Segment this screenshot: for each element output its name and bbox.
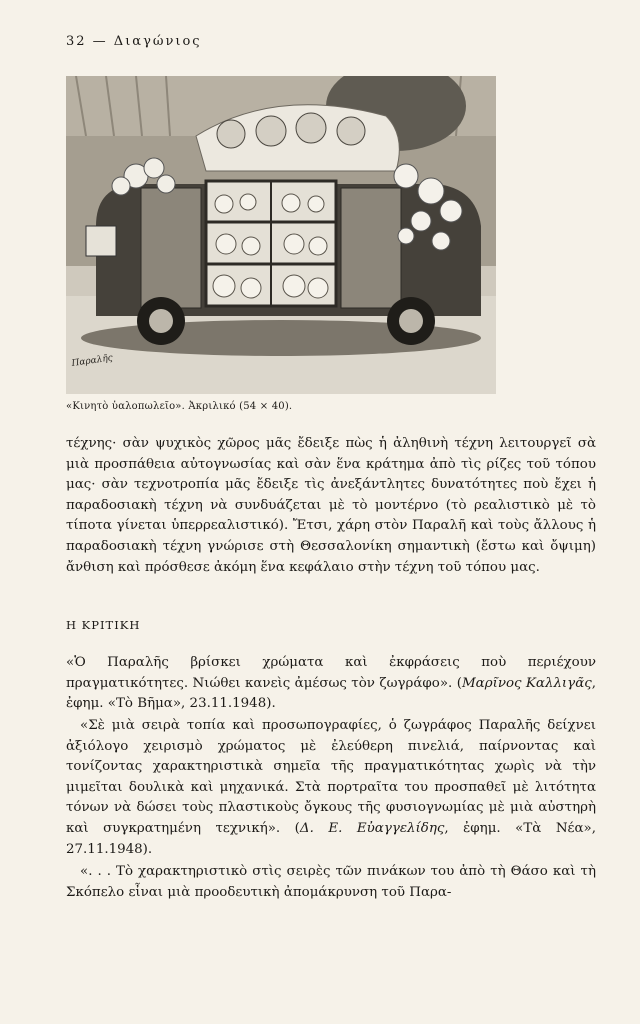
painting-image	[66, 76, 496, 394]
quote-author: Μαρῖνος Καλλιγᾶς	[461, 675, 592, 691]
quote-text: «Σὲ μιὰ σειρὰ τοπία καὶ προσωπογραφίες, ὁ ζωγράφος Παραλῆς δείχνει ἀξιόλογο χειρισμὸ χρώματος μὲ ἐλεύθερη πινελιά, παίρνοντας καὶ τονίζοντας χαρακτηριστικὰ σημεῖα τῆς πραγματικότητας χωρὶς νὰ τὴν μιμεῖται δουλικὰ καὶ μηχανικά. Στὰ πορτραῖτα του προσπαθεῖ μὲ λιτότητα τόνων νὰ δώσει τοὺς πλαστικοὺς ὄγκους τῆς φυσιογνωμίας μὲ μιὰ αὐστηρὴ καὶ συγκρατημένη τεχνική». (	[66, 718, 596, 836]
critic-quote-continued	[66, 862, 596, 903]
critic-quote-kalligas	[66, 653, 596, 715]
quote-source: , ἐφημ. «Τὰ Νέα», 27.11.1948).	[66, 820, 596, 857]
quote-text: «. . . Τὸ χαρακτηριστικὸ στὶς σειρὲς τῶν πινάκων του ἀπὸ τὴ Θάσο καὶ τὴ Σκόπελο εἶναι μιὰ προοδευτικὴ ἀπομάκρυνση τοῦ Παρα-	[66, 864, 596, 900]
vending-cart-painting	[66, 76, 496, 394]
section-title: Η ΚΡΙΤΙΚΗ	[66, 618, 141, 632]
figure-caption: «Κινητὸ ὑαλοπωλεῖο». Ἀκριλικό (54 × 40).	[66, 401, 293, 412]
body-paragraph: τέχνης· σὰν ψυχικὸς χῶρος μᾶς ἔδειξε πὼς ἡ ἀληθινὴ τέχνη λειτουργεῖ σὰ μιὰ προσπάθεια αὐτογνωσίας καὶ σὰν ἕνα κράτημα ἀπὸ τὶς ρίζες τοῦ τόπου μας· σὰν τεχνοτροπία μᾶς ἔδειξε τὶς ἀνεξάντλητες δυνατότητες ποὺ ἔχει ἡ παραδοσιακὴ τέχνη νὰ συνδυάζεται μὲ τὸ μοντέρνο (τὸ ρεαλιστικὸ μὲ τὸ τίποτα γίνεται ὑπερρεαλιστικό). Ἔτσι, χάρη στὸν Παραλῆ καὶ τοὺς ἄλλους ἡ παραδοσιακὴ τέχνη γνώρισε στὴ Θεσσαλονίκη σημαντικὴ (ἔστω καὶ ὄψιμη) ἄνθιση καὶ πρόσθεσε ἀκόμη ἕνα κεφάλαιο στὴν τέχνη τοῦ τόπου μας.	[66, 436, 596, 575]
quote-author: Δ. Ε. Εὐαγγελίδης	[299, 820, 445, 836]
quote-source: , ἐφημ. «Τὸ Βῆμα», 23.11.1948).	[66, 675, 596, 712]
critic-quote-evangelidis	[66, 716, 596, 860]
svg-text:Παραλῆς: Παραλῆς	[71, 353, 114, 369]
page-header: 32 — Διαγώνιος	[66, 34, 202, 49]
quote-text: «Ὁ Παραλῆς βρίσκει χρώματα καὶ ἐκφράσεις ποὺ περιέχουν πραγματικότητες. Νιώθει κανεὶς ἀμέσως τὸν ζωγράφο». (	[66, 655, 596, 691]
